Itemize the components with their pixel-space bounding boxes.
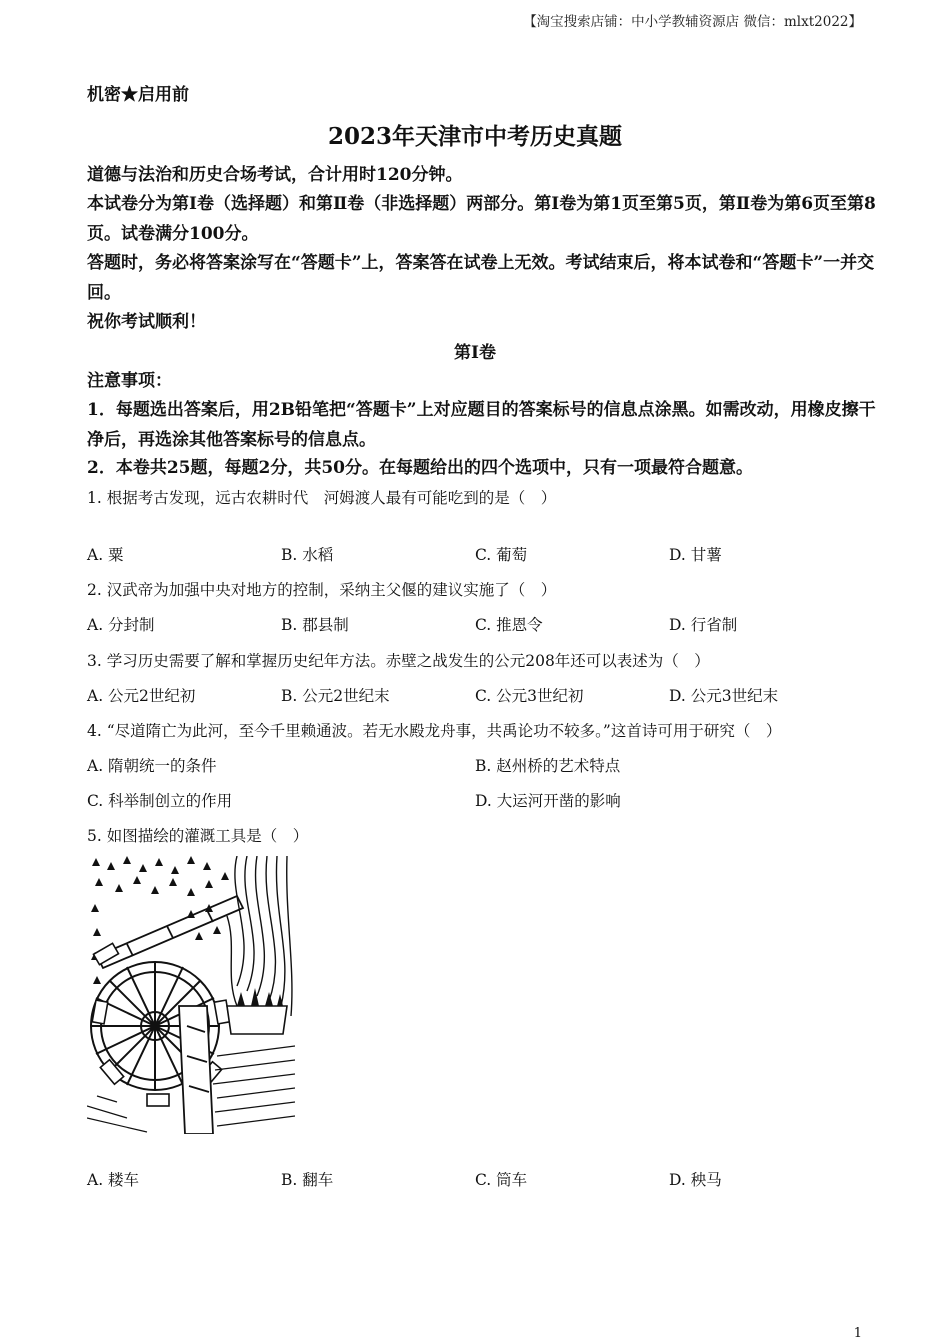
question-1-option-a: A. 粟 (87, 546, 124, 564)
question-5-stem: 5. 如图描绘的灌溉工具是（ ） (87, 827, 309, 845)
question-2-option-c: C. 推恩令 (475, 616, 543, 634)
question-5-option-d: D. 秧马 (669, 1171, 722, 1189)
question-1-option-c: C. 葡萄 (475, 546, 528, 564)
page-title: 2023年天津市中考历史真题 (327, 123, 622, 150)
waterwheel-illustration (87, 856, 295, 1134)
question-2-option-a: A. 分封制 (87, 616, 155, 634)
instruction-wish: 祝你考试顺利！ (87, 312, 206, 332)
question-3-option-d: D. 公元3世纪末 (669, 687, 779, 705)
question-5-option-a: A. 耧车 (87, 1171, 140, 1189)
note-2: 2．本卷共25题，每题2分，共50分。在每题给出的四个选项中，只有一项最符合题意。 (87, 458, 753, 478)
question-1-option-d: D. 甘薯 (669, 546, 722, 564)
confidential-mark: 机密★启用前 (87, 85, 189, 105)
question-2-option-b: B. 郡县制 (281, 616, 349, 634)
question-1-stem: 1. 根据考古发现，远古农耕时代 河姆渡人最有可能吃到的是（ ） (87, 489, 557, 507)
question-2-option-d: D. 行省制 (669, 616, 738, 634)
instruction-answer-sheet: 答题时，务必将答案涂写在“答题卡”上，答案答在试卷上无效。考试结束后，将本试卷和“答题卡”一并交回。 (87, 253, 875, 303)
volume-title: 第Ⅰ卷 (454, 343, 496, 363)
header-note: 【淘宝搜索店铺：中小学教辅资源店 微信：mlxt2022】 (523, 14, 862, 30)
notes-heading: 注意事项： (87, 371, 172, 391)
instruction-time: 道德与法治和历史合场考试，合计用时120分钟。 (87, 165, 463, 185)
question-1-option-b: B. 水稻 (281, 546, 334, 564)
page-number: 1 (853, 1326, 862, 1341)
question-4-option-c: C. 科举制创立的作用 (87, 792, 233, 810)
instruction-structure: 本试卷分为第Ⅰ卷（选择题）和第Ⅱ卷（非选择题）两部分。第Ⅰ卷为第1页至第5页，第Ⅱ卷为第6页至第8页。试卷满分100分。 (87, 194, 876, 244)
question-3-stem: 3. 学习历史需要了解和掌握历史纪年方法。赤壁之战发生的公元208年还可以表述为（ ） (87, 652, 710, 670)
question-5-option-b: B. 翻车 (281, 1171, 334, 1189)
question-2-stem: 2. 汉武帝为加强中央对地方的控制，采纳主父偃的建议实施了（ ） (87, 581, 557, 599)
note-1: 1．每题选出答案后，用2B铅笔把“答题卡”上对应题目的答案标号的信息点涂黑。如需改动，用橡皮擦干净后，再选涂其他答案标号的信息点。 (87, 400, 876, 450)
question-4-option-a: A. 隋朝统一的条件 (87, 757, 217, 775)
question-4-option-b: B. 赵州桥的艺术特点 (475, 757, 621, 775)
question-3-option-c: C. 公元3世纪初 (475, 687, 584, 705)
question-3-option-a: A. 公元2世纪初 (87, 687, 196, 705)
question-3-option-b: B. 公元2世纪末 (281, 687, 390, 705)
question-4-stem: 4. “尽道隋亡为此河，至今千里赖通波。若无水殿龙舟事，共禹论功不较多。”这首诗可用于研究（ ） (87, 722, 782, 740)
question-4-option-d: D. 大运河开凿的影响 (475, 792, 621, 810)
question-5-option-c: C. 筒车 (475, 1171, 528, 1189)
